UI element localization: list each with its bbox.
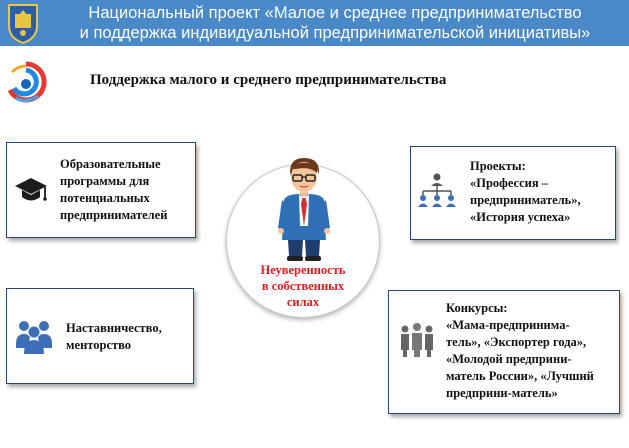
center-text [240, 262, 366, 310]
card-education-line-2: программы для [60, 174, 150, 188]
header-title-line-2: и поддержка индивидуальной предпринимательской инициативы» [79, 24, 591, 42]
coat-of-arms-icon [6, 2, 40, 44]
card-mentoring-line-1: Наставничество, [66, 321, 162, 335]
group-people-icon [398, 320, 436, 358]
header-title-line-1: Национальный проект «Малое и среднее предпринимательство [88, 4, 582, 22]
center-text-line-3: силах [286, 295, 320, 309]
card-projects-line-1: Проекты: [470, 159, 526, 173]
card-projects-text [470, 158, 581, 226]
card-contests-line-4: «Молодой предприни- [446, 352, 572, 366]
card-contests-line-2: «Мама-предпринима- [446, 318, 570, 332]
page-subtitle: Поддержка малого и среднего предпринимательства [90, 72, 447, 88]
network-people-icon [416, 172, 458, 208]
team-icon [14, 318, 54, 354]
card-contests-line-3: тель», «Экспортер года», [446, 335, 587, 349]
card-mentoring-text [66, 320, 162, 354]
card-education-line-4: предпринимателей [60, 208, 168, 222]
card-contests-line-6: предприни-матель» [446, 386, 558, 400]
businessman-icon [274, 156, 334, 262]
card-projects-line-3: предприниматель», [470, 193, 581, 207]
card-projects-line-2: «Профессия – [470, 176, 548, 190]
card-contests-text [446, 300, 594, 402]
card-education-line-1: Образовательные [60, 157, 161, 171]
card-projects-line-4: «История успеха» [470, 210, 571, 224]
card-education-line-3: потенциальных [60, 191, 150, 205]
project-logo-icon [4, 60, 48, 106]
card-contests-line-5: матель России», «Лучший [446, 369, 594, 383]
center-text-line-1: Неуверенность [260, 263, 346, 277]
card-contests-line-1: Конкурсы: [446, 301, 508, 315]
header-title [50, 3, 620, 43]
card-education-text [60, 156, 167, 224]
header-banner [0, 0, 629, 46]
card-mentoring-line-2: менторство [66, 338, 132, 352]
center-text-line-2: в собственных [261, 279, 345, 293]
graduation-cap-icon [14, 175, 48, 205]
